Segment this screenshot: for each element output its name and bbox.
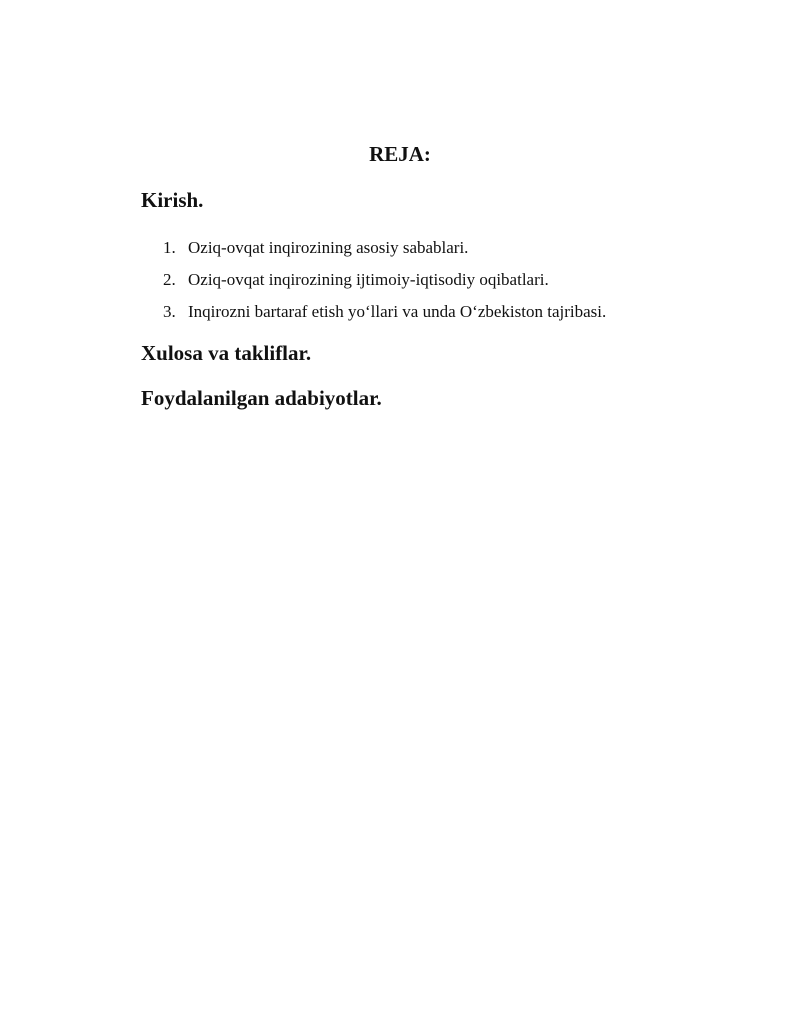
references-heading: Foydalanilgan adabiyotlar. [141,386,382,410]
list-item [141,232,606,264]
list-item-number: 2. [163,270,176,289]
intro-heading: Kirish. [141,188,204,212]
list-item-text: Oziq-ovqat inqirozining ijtimoiy-iqtisodiy oqibatlari. [188,270,549,289]
list-item-number: 3. [163,302,176,321]
list-item-text: Inqirozni bartaraf etish yo‘llari va unda O‘zbekiston tajribasi. [188,302,607,321]
plan-list [141,232,606,328]
page-title: REJA: [369,142,431,166]
list-item-text: Oziq-ovqat inqirozining asosiy sabablari. [188,238,469,257]
conclusion-heading: Xulosa va takliflar. [141,341,312,365]
list-item-number: 1. [163,238,176,257]
list-item [141,264,606,296]
list-item [141,296,606,328]
